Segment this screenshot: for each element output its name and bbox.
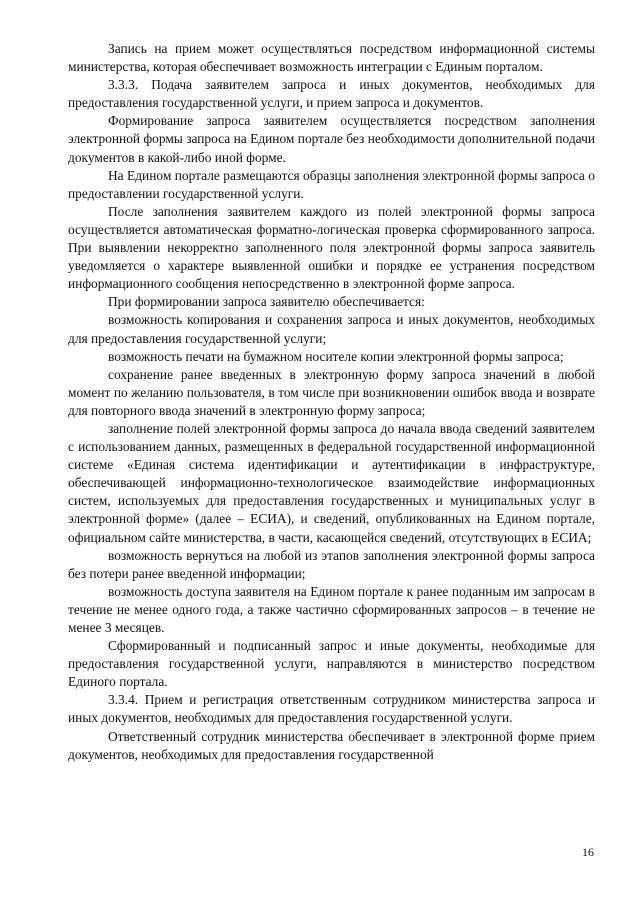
paragraph-print: возможность печати на бумажном носителе копии электронной формы запроса; [108,348,564,364]
paragraph-esia-fill: заполнение полей электронной формы запроса до начала ввода сведений заявителем с использованием данных, размещенных в федеральной государственной информационной системе «Единая система идентификации и аутентификации в инфраструктуре, обеспечивающей информационно-технологическое взаимодействие информационных систем, используемых для предоставления государственных и муниципальных услуг в электронной форме» (далее – ЕСИА), и сведений, опубликованных на Едином портале, официальном сайте министерства, в части, касающейся сведений, отсутствующих в ЕСИА; [68,420,595,545]
paragraph-record-integration: Запись на прием может осуществляться посредством информационной системы министерства, которая обеспечивает возможность интеграции с Единым порталом. [68,41,595,75]
paragraph-provisions-intro: При формировании запроса заявителю обеспечивается: [108,294,425,310]
page-number: 16 [582,845,594,859]
paragraph-return-stage: возможность вернуться на любой из этапов заполнения электронной формы запроса без потери ранее введенной информации; [68,547,595,581]
paragraph-responsible-employee: Ответственный сотрудник министерства обеспечивает в электронной форме прием документов, необходимых для предоставления государственной [68,728,595,762]
paragraph-access-history: возможность доступа заявителя на Едином портале к ранее поданным им запросам в течение не менее одного года, а также частично сформированных запросов – в течение не менее 3 месяцев. [68,583,595,635]
paragraph-section-3-3-4: 3.3.4. Прием и регистрация ответственным сотрудником министерства запроса и иных документов, необходимых для предоставления государственной услуги. [68,692,595,726]
paragraph-copy-save: возможность копирования и сохранения запроса и иных документов, необходимых для предоставления государственной услуги; [68,312,595,346]
paragraph-submission: Сформированный и подписанный запрос и иные документы, необходимые для предоставления государственной услуги, направляются в министерство посредством Единого портала. [68,638,595,690]
paragraph-validation: После заполнения заявителем каждого из полей электронной формы запроса осуществляется автоматическая форматно-логическая проверка сформированного запроса. При выявлении некорректно заполненного поля электронной формы запроса заявитель уведомляется о характере выявленной ошибки и порядке ее устранения посредством информационного сообщения непосредственно в электронной форме запроса. [68,203,595,292]
paragraph-request-forming: Формирование запроса заявителем осуществляется посредством заполнения электронной формы запроса на Едином портале без необходимости дополнительной подачи документов в какой-либо иной форме. [68,113,595,165]
paragraph-save-values: сохранение ранее введенных в электронную форму запроса значений в любой момент по желанию пользователя, в том числе при возникновении ошибок ввода и возврате для повторного ввода значений в электронную форму запроса; [68,366,595,418]
paragraph-samples: На Едином портале размещаются образцы заполнения электронной формы запроса о предоставлении государственной услуги. [68,167,595,201]
paragraph-section-3-3-3: 3.3.3. Подача заявителем запроса и иных документов, необходимых для предоставления государственной услуги, и прием запроса и документов. [68,77,595,111]
document-body [68,40,595,764]
